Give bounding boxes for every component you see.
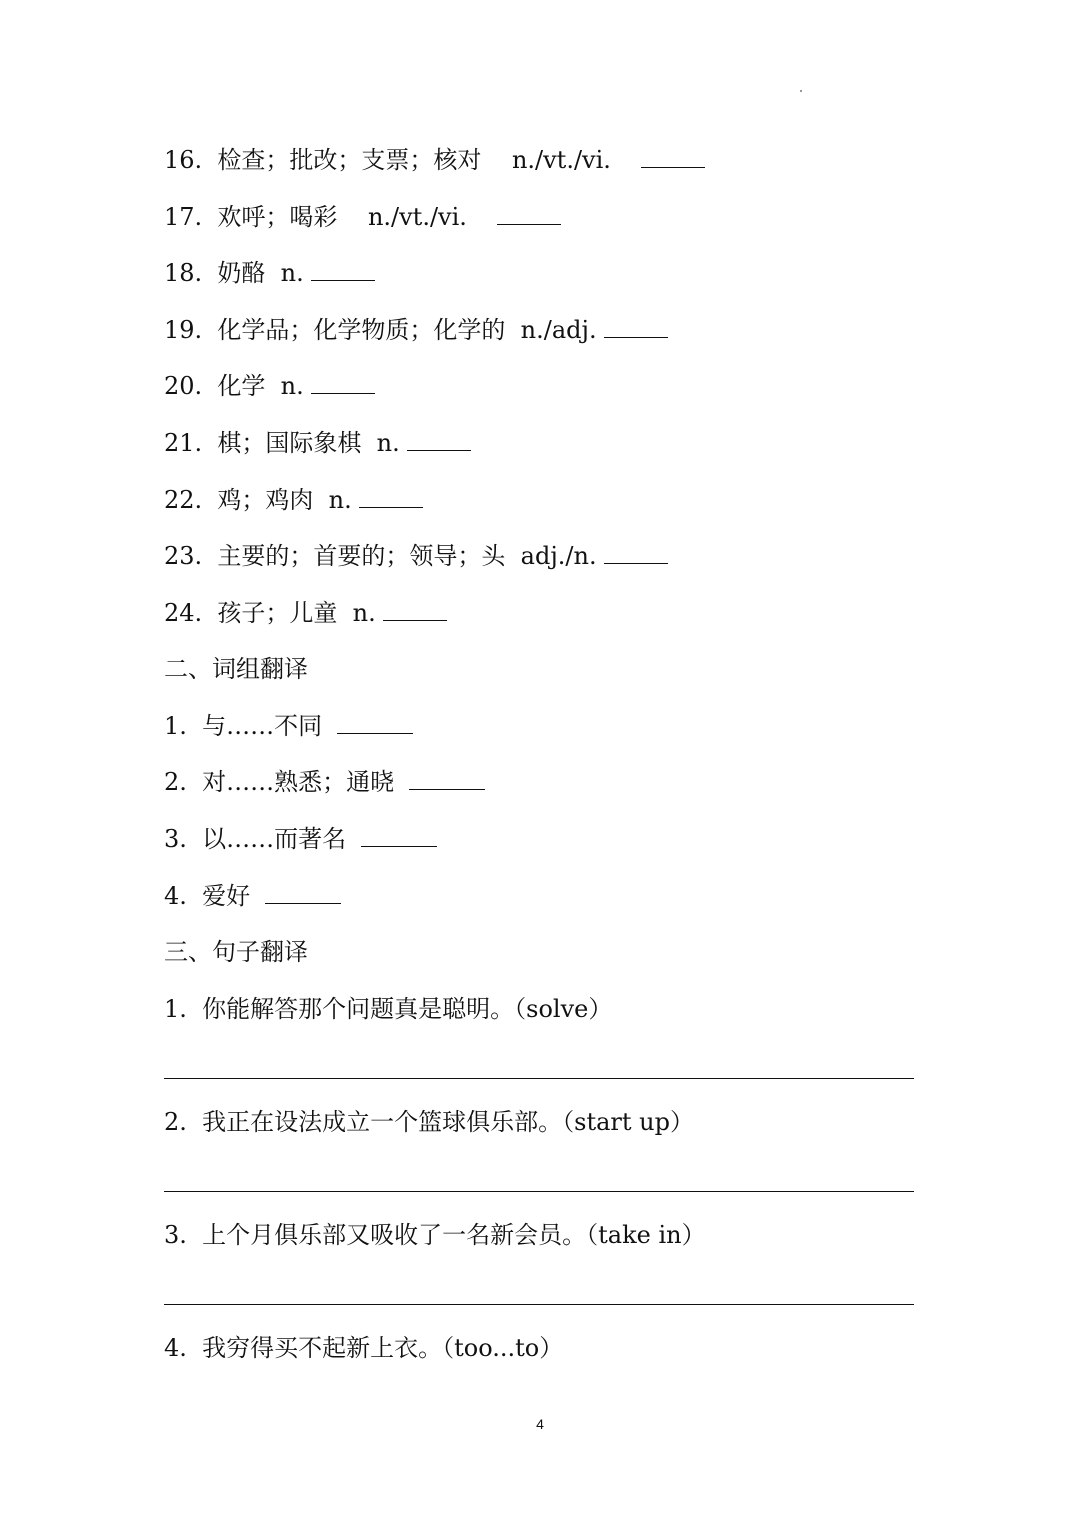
phrase-item-4: 4. 爱好 [164,880,341,912]
vocab-item-20: 20. 化学 n. [164,370,375,402]
section-heading-sentences: 三、句子翻译 [164,938,308,966]
phrase-item-2: 2. 对……熟悉；通晓 [164,766,485,798]
answer-blank[interactable] [337,711,413,734]
answer-line[interactable] [164,1078,914,1079]
sentence-item-2: 2. 我正在设法成立一个篮球俱乐部。（start up） [164,1108,694,1136]
answer-blank[interactable] [311,258,375,281]
answer-blank[interactable] [409,767,485,790]
answer-blank[interactable] [497,202,561,225]
answer-blank[interactable] [604,541,668,564]
vocab-item-23: 23. 主要的；首要的；领导；头 adj./n. [164,540,668,572]
answer-blank[interactable] [407,428,471,451]
phrase-item-3: 3. 以……而著名 [164,823,437,855]
vocab-item-22: 22. 鸡；鸡肉 n. [164,484,423,516]
page-number: 4 [536,1416,544,1432]
phrase-item-1: 1. 与……不同 [164,710,413,742]
answer-blank[interactable] [359,485,423,508]
answer-line[interactable] [164,1304,914,1305]
answer-blank[interactable] [361,824,437,847]
answer-blank[interactable] [641,145,705,168]
answer-blank[interactable] [604,315,668,338]
sentence-item-3: 3. 上个月俱乐部又吸收了一名新会员。（take in） [164,1221,706,1249]
answer-blank[interactable] [383,598,447,621]
vocab-item-18: 18. 奶酪 n. [164,257,375,289]
answer-blank[interactable] [311,371,375,394]
vocab-item-19: 19. 化学品；化学物质；化学的 n./adj. [164,314,668,346]
stray-dot [800,90,802,92]
vocab-item-21: 21. 棋；国际象棋 n. [164,427,471,459]
sentence-item-4: 4. 我穷得买不起新上衣。（too...to） [164,1334,564,1362]
answer-blank[interactable] [265,881,341,904]
vocab-item-17: 17. 欢呼；喝彩 n./vt./vi. [164,201,561,233]
sentence-item-1: 1. 你能解答那个问题真是聪明。（solve） [164,995,613,1023]
vocab-item-24: 24. 孩子；儿童 n. [164,597,447,629]
answer-line[interactable] [164,1191,914,1192]
section-heading-phrases: 二、词组翻译 [164,655,308,683]
vocab-item-16: 16. 检查；批改；支票；核对 n./vt./vi. [164,144,705,176]
